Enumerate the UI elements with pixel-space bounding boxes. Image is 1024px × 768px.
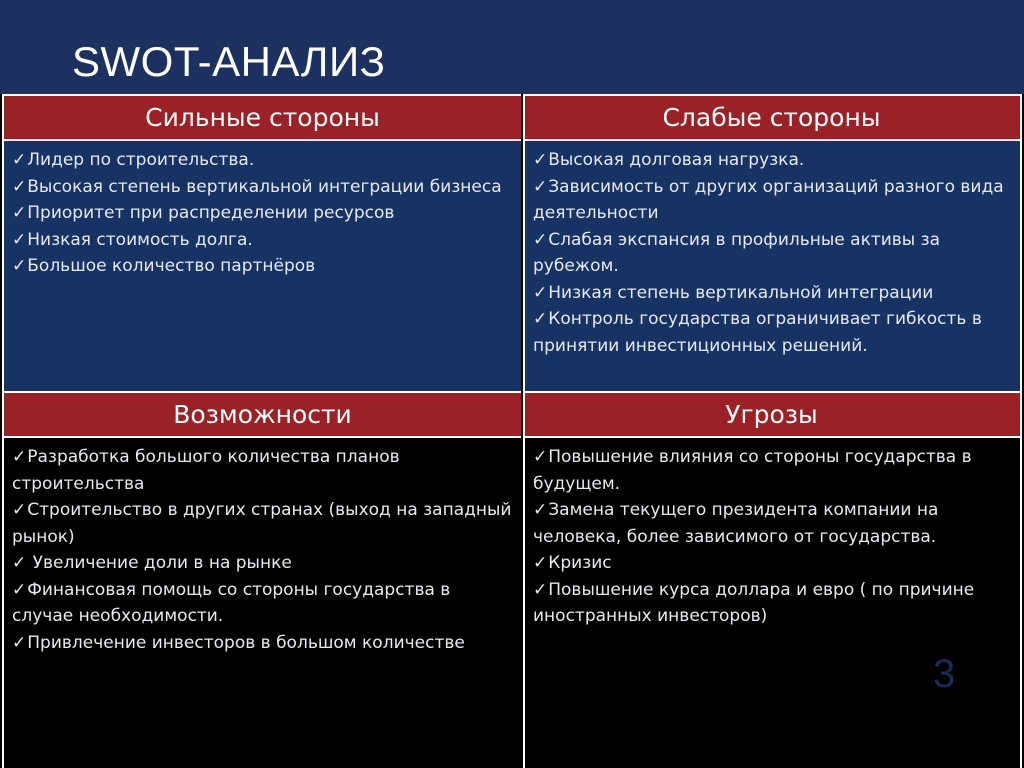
list-item: ✓Контроль государства ограничивает гибкость в принятии инвестиционных решений.	[533, 309, 982, 356]
list-item: ✓ Увеличение доли в на рынке	[12, 553, 292, 573]
check-icon: ✓	[12, 632, 27, 653]
page-number: 3	[933, 652, 956, 696]
column-divider	[523, 94, 525, 768]
check-icon: ✓	[533, 282, 548, 303]
check-icon: ✓	[533, 500, 548, 520]
list-item: ✓Высокая долговая нагрузка.	[533, 150, 805, 170]
list-item: ✓Слабая экспансия в профильные активы за рубежом.	[533, 229, 941, 276]
check-icon: ✓	[533, 579, 548, 600]
list-item: ✓Финансовая помощь со стороны государства в случае необходимости.	[12, 579, 451, 626]
check-icon: ✓	[533, 309, 548, 329]
check-icon: ✓	[12, 176, 27, 197]
check-icon: ✓	[12, 203, 27, 223]
check-icon: ✓	[533, 176, 548, 197]
check-icon: ✓	[12, 229, 27, 250]
check-icon: ✓	[533, 150, 548, 170]
list-item: ✓Повышение курса доллара и евро ( по причине иностранных инвесторов)	[533, 579, 975, 626]
strengths-cell	[4, 141, 521, 391]
list-item: ✓Повышение влияния со стороны государства в будущем.	[533, 447, 972, 494]
check-icon: ✓	[12, 150, 27, 170]
list-item: ✓Лидер по строительства.	[12, 150, 255, 170]
threats-cell	[525, 438, 1020, 768]
list-item: ✓Разработка большого количества планов строительства	[12, 447, 400, 494]
check-icon: ✓	[12, 256, 27, 276]
threats-header: Угрозы	[523, 391, 1020, 438]
check-icon: ✓	[533, 447, 548, 467]
check-icon: ✓	[533, 229, 548, 250]
list-item: ✓Низкая стоимость долга.	[12, 229, 253, 250]
list-item: ✓Низкая степень вертикальной интеграции	[533, 282, 934, 303]
swot-table	[2, 94, 1022, 768]
list-item: ✓Кризис	[533, 553, 612, 573]
opportunities-header: Возможности	[4, 391, 521, 438]
weaknesses-header: Слабые стороны	[523, 94, 1020, 141]
list-item: ✓Большое количество партнёров	[12, 256, 316, 276]
list-item: ✓Зависимость от других организаций разного вида деятельности	[533, 176, 1004, 223]
check-icon: ✓	[12, 553, 27, 573]
strengths-header: Сильные стороны	[4, 94, 521, 141]
list-item: ✓Приоритет при распределении ресурсов	[12, 203, 395, 223]
title-band	[0, 0, 1024, 94]
list-item: ✓Строительство в других странах (выход на западный рынок)	[12, 500, 512, 547]
check-icon: ✓	[533, 553, 548, 573]
check-icon: ✓	[12, 447, 27, 467]
list-item: ✓Замена текущего президента компании на человека, более зависимого от государства.	[533, 500, 939, 547]
check-icon: ✓	[12, 579, 27, 600]
opportunities-cell	[4, 438, 521, 768]
check-icon: ✓	[12, 500, 27, 520]
list-item: ✓Привлечение инвесторов в большом количестве	[12, 632, 465, 653]
weaknesses-cell	[525, 141, 1020, 391]
list-item: ✓Высокая степень вертикальной интеграции бизнеса	[12, 176, 502, 197]
slide-title: SWOT-АНАЛИЗ	[72, 38, 386, 85]
